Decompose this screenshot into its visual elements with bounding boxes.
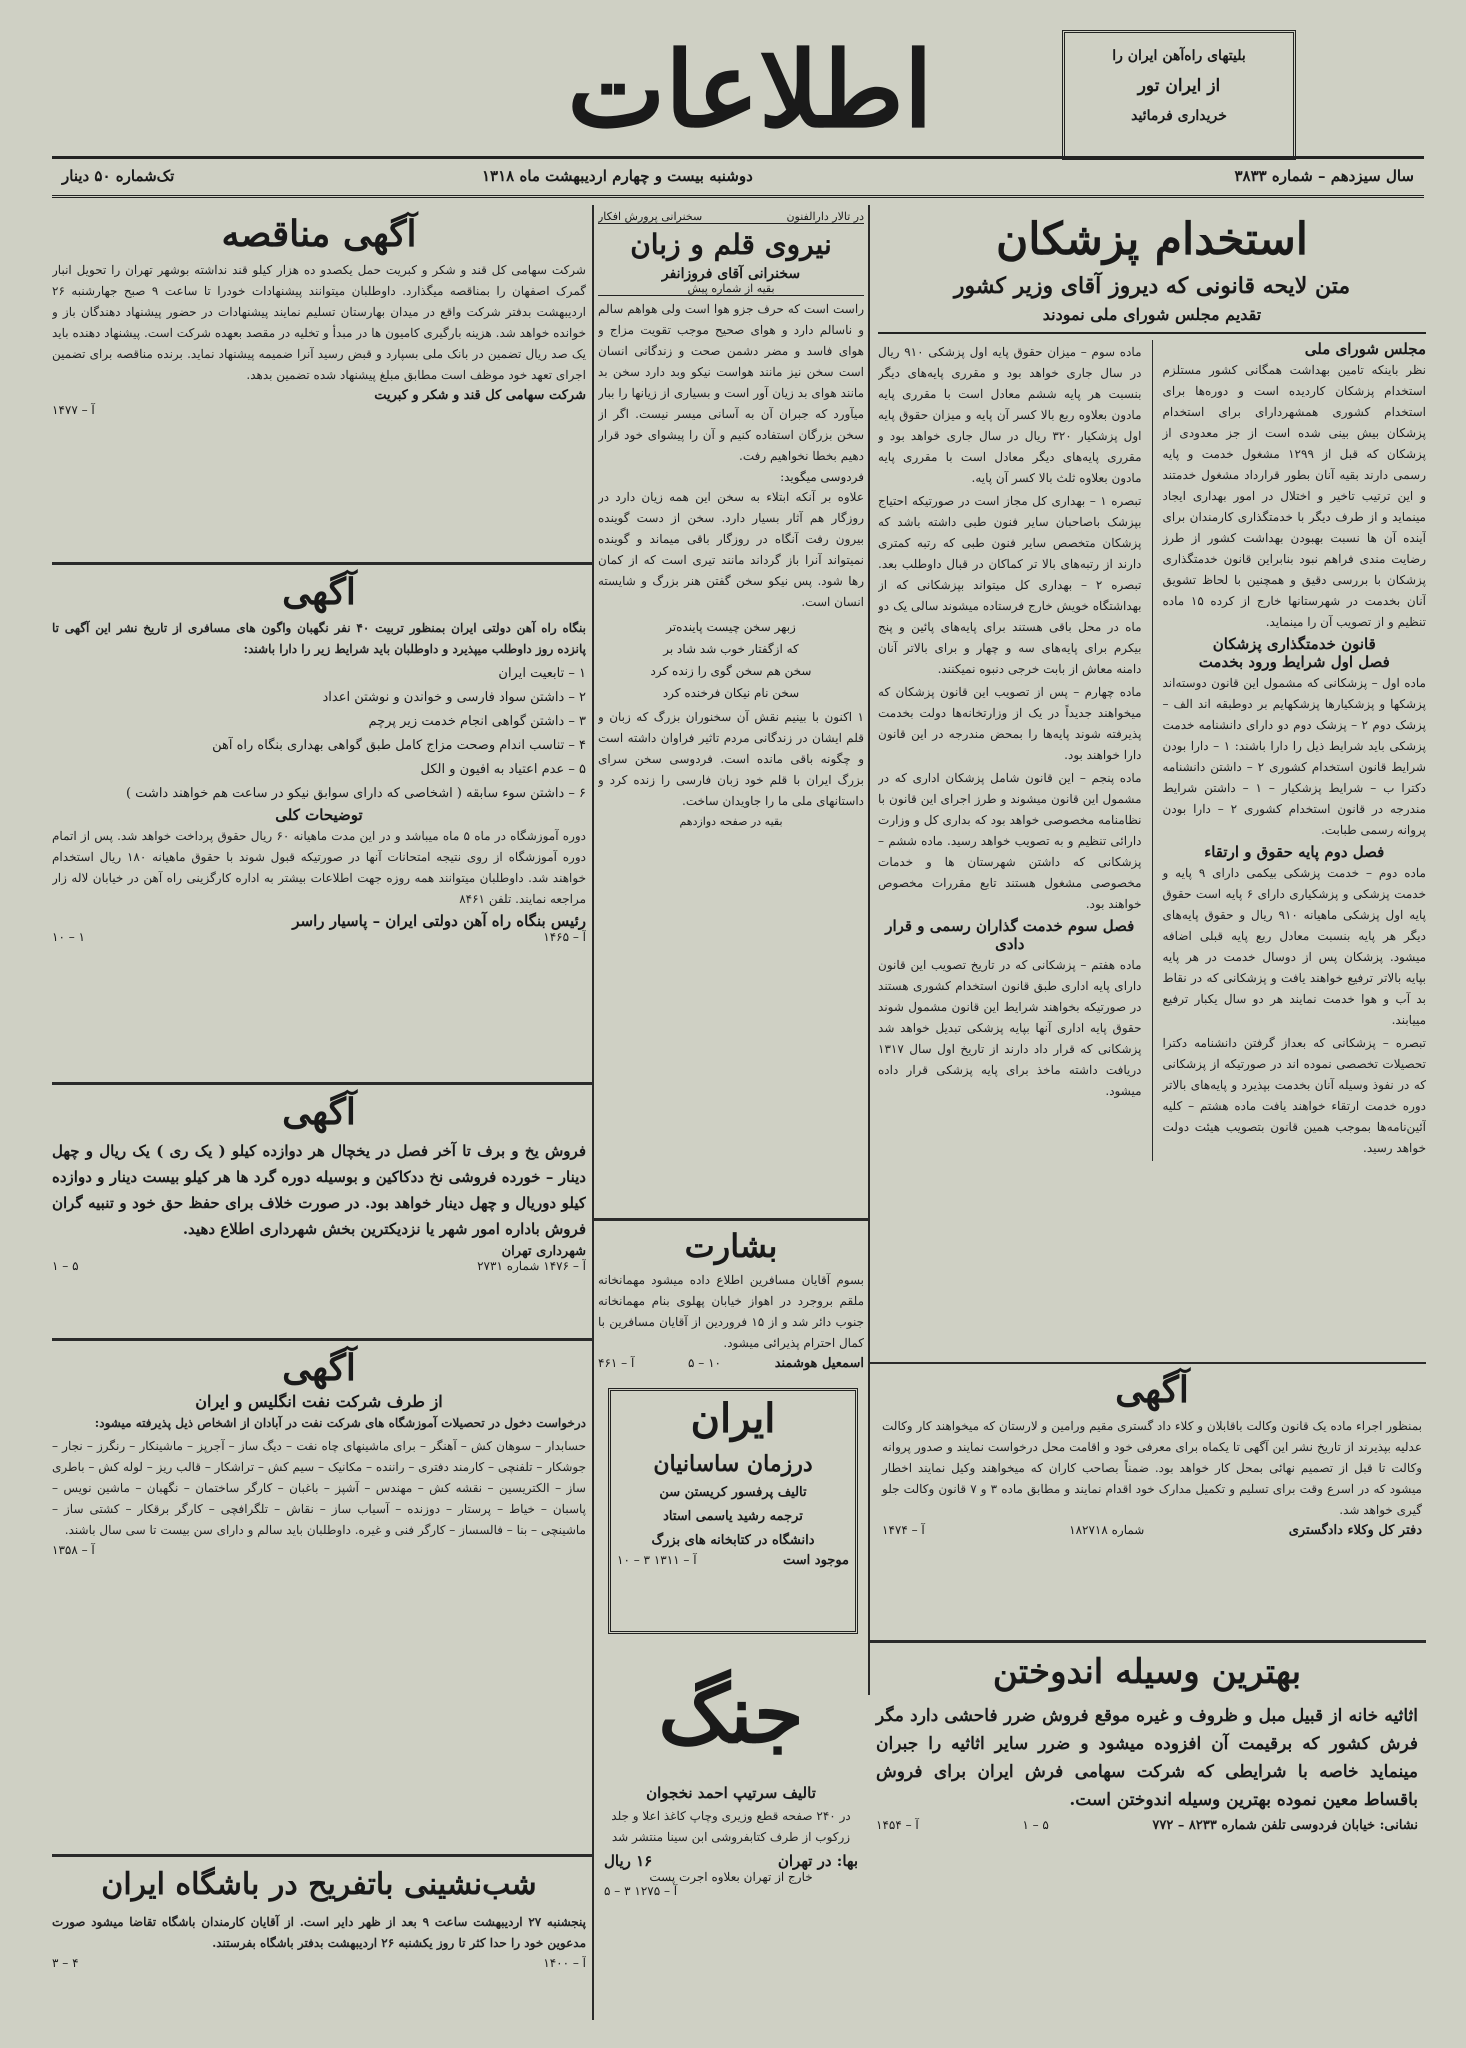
dateline — [52, 156, 1424, 198]
lecture-poem-intro: فردوسی میگوید: — [780, 470, 864, 484]
railway-ad — [52, 568, 586, 1080]
main-article-subtitle: متن لایحه قانونی که دیروز آقای وزیر کشور — [953, 273, 1351, 299]
lecture-paragraph: ۱ اکنون با بینیم نقش آن سخنوران بزرگ که زبان و قلم ایشان در زندگانی مردم تاثیر فراوان داشته است و چگونه باقی مانده است. فردوسی سخن سرای بزرگ ایران با قلم خود زبان فارسی را زنده کرد و داستانهای ملی ما را جاویدان ساخت. — [598, 710, 864, 808]
book-jang-ad — [598, 1644, 864, 2024]
article-paragraph: ماده اول – پزشکانی که مشمول این قانون دوسته‌اند پزشکها و پزشکیارها پزشکهایم بر دوطبقه اند الف – پزشک دوم ۲ – پزشک دوم دو دارای دانشنامه خدمت پزشکی باید شرایط ذیل را دارا باشند: ۱ – دارا بودن شرایط قانون استخدام کشوری ۲ – داشتن دانشنامه دکترا ب – شرایط پزشکیار – ۱ – داشتن شرایط مندرجه در قانون استخدام کشوری ۲ – دارا بودن پروانه رسمی طبابت. — [1162, 676, 1426, 837]
railway-ad-intro: بنگاه راه آهن دولتی ایران بمنظور تربیت ۴۰ نفر نگهبان واگون های مسافری از تاریخ نشر این آگهی تا پانزده روز داوطلب میپذیرد و داوطلبان باید شرایط زیر را دارا باشند: — [52, 621, 586, 656]
ice-ad-body: فروش یخ و برف تا آخر فصل در یخچال هر دوازده کیلو ( یک ری ) یک ریال و چهل دینار – خورده فروشی نخ ددکاکین و بوسیله دوره گرد ها هر کیلو بیست دینار و دوازده کیلو دوریال و چهل دینار خواهد بود. در صورت خلاف برای حفظ حق خود و تنبیه گران فروش باداره امور شهر یا نزدیکترین بخش شهرداری اطلاع دهید. — [52, 1142, 586, 1238]
column-divider — [592, 205, 594, 2020]
book-jang-price: ۱۶ ریال — [604, 1852, 653, 1870]
railway-condition: ۶ – داشتن سوء سابقه ( اشخاصی که دارای سوابق نیکو در ساعت هم خواهند داشت ) — [125, 786, 586, 801]
book-iran-translator: ترجمه رشید یاسمی استاد — [663, 1509, 803, 1524]
carpet-ad-address: نشانی: خیابان فردوسی تلفن شماره ۸۲۳۳ – ۷۷۲ — [1152, 1818, 1418, 1833]
article-paragraph: ماده هفتم – پزشکانی که در تاریخ تصویب این قانون دارای پایه اداری طبق قانون استخدام کشوری هستند در صورتیکه بخواهند شرایط این قانون مشمول شوند حقوق پایه اداری آنها بپایه پزشکی تبدیل خواهد شد پزشکانی که قرار داد دارند از تاریخ اول سال ۱۳۱۷ دریافت داشته ماخذ برای پایه پزشکی قرار داده میشود. — [878, 958, 1142, 1098]
issue-price: تک‌شماره ۵۰ دینار — [62, 167, 175, 185]
party-ad-body: پنجشنبه ۲۷ اردیبهشت ساعت ۹ بعد از ظهر دایر است. از آقایان کارمندان باشگاه تقاضا میشود صورت مدعوین خود را حدا کثر تا روز یکشنبه ۲۶ اردیبهشت بدفتر باشگاه بفرستند. — [52, 1915, 586, 1950]
book-jang-details: در ۲۴۰ صفحه قطع وزیری وچاپ کاغذ اعلا و جلد زرکوب از طرف کتابفروشی ابن سینا منتشر شد — [611, 1809, 851, 1844]
justice-ad-number: شماره ۱۸۲۷۱۸ — [1069, 1523, 1145, 1537]
book-jang-price-label: بها: در تهران — [777, 1852, 858, 1870]
book-iran-title: ایران — [690, 1395, 776, 1442]
lecture-poem: زبهر سخن چیست پاینده‌تر که ازگفتار خوب شد شاد بر سخن هم سخن گوی را زنده کرد سخن نام نیکان فرخنده کرد — [650, 620, 812, 700]
main-article-subtitle2: تقدیم مجلس شورای ملی نمودند — [878, 302, 1426, 334]
tender-ad-code: آ – ۱۴۷۷ — [52, 403, 95, 417]
carpet-ad-number: ۱ – ۵ — [1022, 1818, 1049, 1832]
railway-ad-number: ۱۰ – ۱ — [52, 930, 85, 944]
railway-condition: ۲ – داشتن سواد فارسی و خواندن و نوشتن اعداد — [322, 690, 586, 705]
justice-ad-code: آ – ۱۴۷۴ — [882, 1523, 925, 1537]
ticket-box-line3: خریداری فرمائید — [1131, 108, 1227, 124]
lecture-paragraph: راست است که حرف جزو هوا است ولی هواهم سالم و ناسالم دارد و هوای صحیح موجب تقویت مزاج و هوای فاسد و مضر دشمن صحت و زندگانی انسان است سخن نیز مانند هواست نیکو وبد دارد سخن بد مانند هوای بد زیان آور است و بسیاری از زیانها را ببار میآورد که جبران آن به آسانی میسر نیست. اگر از سخن بزرگان استفاده کنیم و آن را پیشوای خود قرار دهیم بخطا نخواهیم رفت. — [598, 302, 864, 463]
lecture-signoff: بقیه در صفحه دوازدهم — [679, 815, 783, 828]
justice-ad — [878, 1366, 1426, 1638]
main-article-title: استخدام پزشکان — [995, 214, 1309, 265]
book-iran-status: موجود است — [782, 1553, 849, 1568]
tender-ad-body: شرکت سهامی کل قند و شکر و کبریت حمل یکصدو ده هزار کیلو قند نداشته بوشهر تهران را تحویل انبار گمرک اصفهان را بمناقصه میگذارد. داوطلبان میتوانند پیشنهادات خودرا تا ساعت ۹ صبح جهارشنبه ۲۶ اردیبهشت بدفتر شرکت واقع در میدان بهارستان تسلیم نمایند پیشنهادات در حضور پیشنهاد دهندگان باز و خوانده خواهد شد. هزینه بارگیری کامیون ها در مبدأ و تخلیه در مقصد بعهده شرکت است. پیشنهاد دهنده باید یک صد ریال تضمین در بانک ملی بسپارد و قبض رسید آنرا ضمیمه پیشنهاد نماید. برنده مناقصه برای تضمین اجرای تعهد خود موظف است مطابق مبلغ پیشنهاد شده تضمین بدهد. — [52, 263, 586, 382]
railway-notes-title: توضیحات کلی — [275, 806, 363, 824]
oil-ad-title: آگهی — [282, 1347, 356, 1389]
book-jang-author: تالیف سرتیپ احمد نخجوان — [646, 1784, 816, 1802]
bisharat-title: بشارت — [684, 1227, 778, 1265]
carpet-ad-code: آ – ۱۴۵۴ — [876, 1818, 919, 1832]
bisharat-number: ۵ – ۱۰ — [688, 1356, 721, 1370]
book-jang-shipping: خارج از تهران بعلاوه اجرت پست — [649, 1870, 813, 1884]
book-iran-ad — [608, 1388, 858, 1634]
lecture-venue: در تالار دارالفنون — [786, 210, 864, 223]
tender-ad — [52, 210, 586, 560]
justice-ad-signature: دفتر کل وکلاء دادگستری — [1288, 1523, 1422, 1538]
ice-ad-number: ۱ – ۵ — [52, 1259, 79, 1273]
book-jang-title: جنگ — [658, 1667, 804, 1761]
oil-ad-code: آ – ۱۳۵۸ — [52, 1543, 95, 1557]
ice-ad-code: آ – ۱۴۷۶ شماره ۲۷۳۱ — [477, 1259, 586, 1273]
party-ad-code: آ – ۱۴۰۰ — [543, 1956, 586, 1970]
volume-number: سال سیزدهم – شماره ۳۸۳۳ — [1234, 167, 1414, 185]
party-ad — [52, 1860, 586, 2010]
justice-ad-body: بمنظور اجراء ماده یک قانون وکالت باقابلان و کلاء داد گستری مقیم ورامین و لارستان که میخواهند کار وکالت عدلیه بپذیرند از تاریخ نشر این آگهی تا یکماه برای معرفی خود و اقامت محل درخواست نمایند و صدور پروانه وکالت تا قبل از تصمیم نهائی بمحل کار خواهد بود. ضمناً بصاحب کاران که میخواهند وکیل نمایند اخطار میشود که در اسرع وقت برای تسلیم و تکمیل مدارک خود اقدام نمایند و مطابق ماده ۳ و ۷ قانون وکالت جلو گیری خواهد شد. — [882, 1419, 1422, 1517]
carpet-ad-title: بهترین وسیله اندوختن — [992, 1652, 1302, 1692]
oil-ad-subtitle: از طرف شرکت نفت انگلیس و ایران — [195, 1392, 443, 1411]
railway-condition: ۵ – عدم اعتیاد به افیون و الکل — [420, 762, 586, 777]
railway-notes: دوره آموزشگاه در ماه ۵ ماه میباشد و در این مدت ماهیانه ۶۰ ریال حقوق پرداخت خواهد شد. پس از اتمام دوره آموزشگاه از روی نتیجه امتحانات آنها در صورتیکه قبول شوند با حقوق ماهیانه ۱۸۰ ریال استخدام خواهند شد. داوطلبان میتوانند همه روزه جهت اطلاعات بیشتر به اداره کارگزینی راه آهن در خیابان لاله زار مراجعه نمایند. تلفن ۸۴۶۱ — [52, 829, 586, 906]
tender-ad-signature: شرکت سهامی کل قند و شکر و کبریت — [374, 388, 586, 403]
book-jang-code: آ – ۱۲۷۵ ۳ – ۵ — [604, 1884, 678, 1898]
tender-ad-title: آگهی مناقصه — [221, 213, 417, 255]
article-paragraph: تبصره – پزشکانی که بعداز گرفتن دانشنامه دکترا تحصیلات تخصصی نموده اند در صورتیکه از پزشکانی که در نفوذ وسیله آنان بخدمت بپذیرد و پایه‌های بالاتر دوره خدمت ارتقاء خواهند یافت ماده هشتم – کلیه آئین‌نامه‌ها بموجب همین قانون بتصویب هیئت دولت خواهد رسید. — [1162, 1036, 1426, 1155]
ticket-box-line1: بلیتهای راه‌آهن ایران را — [1112, 48, 1246, 64]
lecture-article — [598, 210, 864, 1220]
ice-ad — [52, 1088, 586, 1336]
lecture-title: نیروی قلم و زبان — [630, 228, 832, 261]
oil-ad-intro: درخواست دخول در تحصیلات آموزشگاه های شرکت نفت در آبادان از اشخاص ذیل پذیرفته میشود: — [94, 1416, 586, 1430]
party-ad-number: ۳ – ۴ — [52, 1956, 79, 1970]
majlis-heading: مجلس شورای ملی — [1304, 340, 1426, 358]
ice-ad-title: آگهی — [282, 1091, 356, 1133]
oil-ad-body: حسابدار – سوهان کش – آهنگر – برای ماشینهای چاه نفت – دیگ ساز – آجرپز – ماشینکار – رنگرز – نجار – جوشکار – تلفنچی – کارمند دفتری – راننده – مکانیک – سیم کش – تراشکار – قالب ریز – لوله کش – باطری ساز – الکتریسین – نقشه کش – مهندس – آشپز – باغبان – کارگر ساختمان – نگهبان – ماشین نویس – پاسبان – خیاط – پرستار – دوزنده – آسیاب ساز – نقاش – تلگرافچی – کارگر برقکار – کشتی ساز – ماشینچی – بنا – فالسساز – کارگر فنی و غیره. داوطلبان باید سالم و دارای سن بیست تا سی سال باشند. — [52, 1439, 586, 1537]
bisharat-body: بسوم آقایان مسافرین اطلاع داده میشود مهمانخانه ملقم بروجرد در اهواز خیابان پهلوی بنام مهمانخانه جنوب دائر شد و از ۱۵ فروردین از آقایان مسافرین با کمال احترام پذیرائی میشود. — [598, 1273, 864, 1350]
article-paragraph: تبصره ۱ – بهداری کل مجاز است در صورتیکه احتیاج بپزشک باصاحبان سایر فنون طبی داشته باشد که پزشکان متخصص سایر فنون طبی که رتبه کمتری دارند از رتبه‌های بالا تر کماکان در قبال داوطلب بعد. تبصره ۲ – بهداری کل میتواند بپزشکانی که از بهداشتگاه خویش خارج فرستاده میشوند سالی یک دو ماه در محل باقی هستند برای پایه‌های پائین و پنج بیکرم برای پایه‌های سه و چهار و برای بالاتر آنان دامنه معاش از بابت خرجی دنبوه نمیکنند. — [878, 494, 1142, 676]
book-iran-subtitle: درزمان ساسانیان — [653, 1451, 813, 1477]
bisharat-signature: اسمعیل هوشمند — [774, 1356, 864, 1371]
oil-company-ad — [52, 1344, 586, 1852]
chapter-heading: فصل اول شرایط ورود بخدمت — [1198, 653, 1390, 671]
ice-ad-signature: شهرداری تهران — [501, 1244, 586, 1259]
railway-condition: ۳ – داشتن گواهی انجام خدمت زیر پرچم — [368, 714, 586, 729]
justice-ad-title: آگهی — [1115, 1369, 1189, 1411]
issue-date: دوشنبه بیست و چهارم اردیبهشت ماه ۱۳۱۸ — [482, 167, 753, 185]
book-iran-code: آ – ۱۳۱۱ ۳ – ۱۰ — [617, 1553, 697, 1567]
masthead-title: اطلاعات — [567, 28, 933, 151]
chapter-heading: فصل سوم خدمت گذاران رسمی و قرار دادی — [885, 917, 1135, 953]
railway-condition: ۱ – تابعیت ایران — [498, 666, 586, 681]
lecture-paragraph: علاوه بر آنکه ابتلاء به سخن این همه زیان دارد در روزگار هم آثار بسیار دارد. سخن از دست گوینده بیرون رفت آنگاه در روزگار باقی میماند و گوینده نمیتواند آنرا باز گرداند مانند تیری است که از کمان رها شود. پس نیکو سخن گفتن هنر بزرگ و شایسته انسان است. — [598, 490, 864, 609]
railway-condition: ۴ – تناسب اندام وصحت مزاج کامل طبق گواهی بهداری بنگاه راه آهن — [212, 738, 586, 753]
party-ad-title: شب‌نشینی باتفریح در باشگاه ایران — [101, 1867, 537, 1902]
bisharat-ad — [598, 1224, 864, 1384]
book-iran-availability: دانشگاه در کتابخانه های بزرگ — [651, 1533, 815, 1548]
article-paragraph: نظر باینکه تامین بهداشت همگانی کشور مستلزم استخدام پزشکان کاردیده است و دوره‌ها برای استخدام کشوری همشهردارای برای استخدام پزشکان بیش بینی شده است از جز معدودی از پزشکان که قبل از ۱۲۹۹ مشغول خدمت و پایه رسمی دارند بقیه آنان بطور قرارداد مشغول خدمتند و این ترتیب تاخیر و اختلال در امور بهداری ایجاد مینماید و از طرف دیگر با خدمتگذاری کارمندان برای آینده آن ها نسبت بهبودن بهداشت کشور از طرز رضایت مندی فراهم نبود بنابراین قانون خدمتگذاری پزشکان با بررسی دقیق و همچنین با لحاظ تشویق آنان بخدمت در شهرستانها خارج از کرده ۱۵ ماده تنظیم و از تصویب آن را مینماید. — [1162, 363, 1426, 629]
main-article-col-left — [878, 340, 1142, 1161]
article-paragraph: ماده پنجم – این قانون شامل پزشکان اداری که در مشمول این قانون میشوند و طرز اجرای این قانون با نظامنامه مخصوصی خواهد بود که بداری کل و وزارت دارائی تنظیم و به تصویب خواهد رسید. ماده ششم – پزشکانی که داشتن شهرستان ها و خدمات مخصوصی مشغول هستند تابع مقررات مخصوص خواهند بود. — [878, 771, 1142, 911]
book-iran-author: تالیف پرفسور کریستن سن — [659, 1485, 807, 1500]
bisharat-code: آ – ۴۶۱ — [598, 1356, 635, 1370]
railway-ad-signature: رئیس بنگاه راه آهن دولتی ایران – پاسیار راسر — [292, 912, 586, 930]
ticket-box-line2: از ایران تور — [1137, 76, 1221, 96]
article-paragraph: ماده سوم – میزان حقوق پایه اول پزشکی ۹۱۰ ریال در سال جاری خواهد بود و مقرری پایه‌های دیگر بنسبت هر پایه ششم معادل است با مقرری پایه مادون بعلاوه ربع بالا کسر آن پایه و میزان حقوق پایه اول پزشکیار ۳۲۰ ریال در سال جاری خواهد بود و مقرری پایه‌های دیگر معادل است با مقرری پایه مادون بعلاوه ثلث بالا کسر آن پایه. — [878, 345, 1142, 485]
column-divider — [868, 205, 870, 1695]
ticket-box-ad — [1062, 30, 1296, 160]
lecture-continued: بقیه از شماره پیش — [598, 282, 864, 296]
railway-ad-code: آ – ۱۴۶۵ — [543, 930, 586, 944]
railway-ad-title: آگهی — [282, 571, 356, 613]
lecture-speaker: سخنرانی آقای فروزانفر — [661, 266, 801, 282]
main-article-col-right — [1163, 340, 1427, 1161]
article-paragraph: ماده دوم – خدمت پزشکی بیکمی دارای ۹ پایه و خدمت پزشکی و پزشکیاری دارای ۶ پایه است حقوق پایه اول پزشکی ماهیانه ۹۱۰ ریال و حقوق پایه‌های دیگر هر پایه بنسبت معادل ربع پایه قبلی اضافه میشود. پزشکان پس از دوسال خدمت در هر پایه بپایه بالاتر ترفیع خواهند یافت و پزشکانی که در نقاط بد آب و هوا خدمت نمایند هر دو سال یکبار ترفیع مییابند. — [1162, 866, 1426, 1027]
law-title: قانون خدمتگذاری پزشکان — [1212, 635, 1376, 653]
chapter-heading: فصل دوم پایه حقوق و ارتقاء — [1204, 843, 1385, 861]
carpet-ad — [868, 1646, 1426, 1946]
lecture-series: سخنرانی پرورش افکار — [598, 210, 703, 223]
carpet-ad-body: اثاثیه خانه از قبیل مبل و ظروف و غیره موقع فروش ضرر فاحشی دارد مگر فرش کشور که برقیمت آن افزوده میشود و ضرر سایر اثاثیه را جبران مینماید خاصه با شرایطی که شرکت سهامی فرش ایران برای فروش باقساط معین نموده بهترین وسیله اندوختن است. — [876, 1706, 1418, 1810]
main-article — [878, 210, 1426, 1360]
article-paragraph: ماده چهارم – پس از تصویب این قانون پزشکان که میخواهند جدیداً در یک از وزارتخانه‌ها دولت بخدمت پذیرفته شوند پایه‌ها را بمحض مندرجه در این قانون دارا خواهند بود. — [878, 685, 1142, 762]
